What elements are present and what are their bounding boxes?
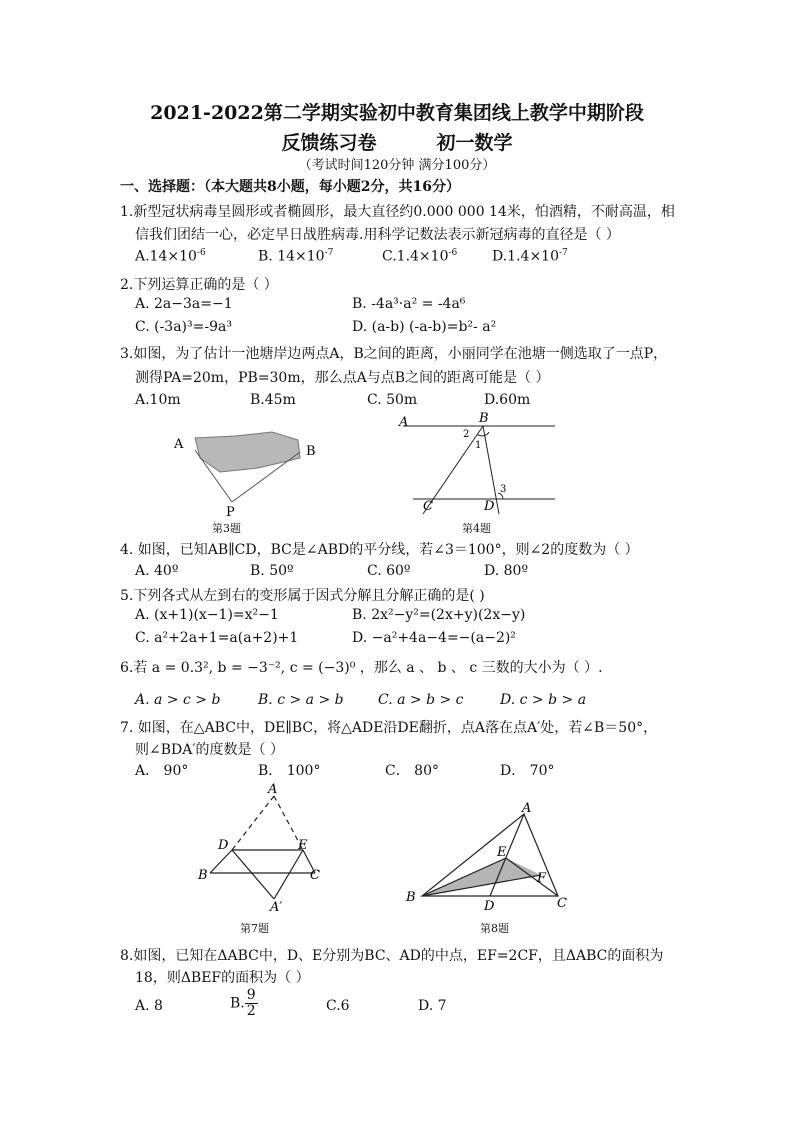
figure-3-caption: 第3题 [212,522,241,535]
label-b: B [198,868,208,883]
label-angle-2: 2 [463,429,470,440]
q4-option-b: B. 50º [250,563,294,579]
q7-option-d: D． 70° [500,763,555,779]
fraction-denominator: 2 [246,1003,256,1019]
q3-option-a: A.10m [135,392,181,408]
q7-option-a: A． 90° [135,763,189,779]
q6-stem: 6.若 a = 0.3², b = −3⁻², c = (−3)⁰ ，那么 a 、 b 、 c 三数的大小为（ ）. [120,660,603,676]
q3-option-c: C. 50m [367,392,418,408]
label-c: C [423,499,433,514]
q2-option-b: B. -4a³·a² = -4a⁶ [352,296,466,312]
q3-stem-line2: 测得PA=20m，PB=30m，那么点A与点B之间的距离可能是（ ） [135,370,550,386]
label-e: E [298,838,308,853]
q1-option-c: $C.1.4\times 10^{-6}$ [382,248,458,265]
segment-db [210,850,232,873]
triangle-bef-shaded [422,858,541,896]
q3-option-d: D.60m [484,392,531,408]
label-angle-1: 1 [475,440,482,451]
exam-title-line2 [0,128,794,155]
q5-stem: 5.下列各式从左到右的变形属于因式分解且分解正确的是( ) [120,588,485,604]
label-e: E [497,845,507,860]
q1-option-b: B. $14\times 10^{-7}$ [258,248,334,265]
label-a: A [399,415,409,430]
label-a: A [174,437,184,452]
label-p: P [226,505,235,520]
exam-subtitle: （考试时间120分钟 满分100分） [298,158,496,173]
q8-stem-line2: 18，则ΔBEF的面积为（ ） [135,970,310,986]
exam-title-line1: 2021-2022第二学期实验初中教育集团线上教学中期阶段 [150,102,644,124]
label-b: B [306,444,316,459]
fraction-numerator: 9 [246,987,256,1003]
q7-option-c: C． 80° [385,763,439,779]
q8-option-a: A. 8 [135,998,163,1014]
figure-4-caption: 第4题 [462,522,491,535]
q4-option-c: C. 60º [367,563,411,579]
pond-shape [195,432,300,472]
figure-7-triangle-fold [190,782,330,912]
q2-option-a: A. 2a−3a=−1 [135,296,233,312]
q8-option-b [230,988,258,1019]
q5-option-b: B. 2x²−y²=(2x+y)(2x−y) [352,607,526,623]
q5-option-d: D. −a²+4a−4=−(a−2)² [352,630,516,646]
q8-stem-line1: 8.如图，已知在ΔABC中，D、E分别为BC、AD的中点，EF=2CF，且ΔABC的面积为 [120,948,664,964]
dashed-ad [232,796,274,850]
label-c: C [310,868,320,883]
label-d: D [484,899,495,914]
label-f: F [537,871,547,886]
q8-option-d: D. 7 [418,998,447,1014]
label-a: A [522,801,532,816]
q1-stem-line2: 信我们团结一心，必定早日战胜病毒.用科学记数法表示新冠病毒的直径是（ ） [135,227,620,243]
exam-title-right: 初一数学 [436,132,513,154]
q5-option-a: A. (x+1)(x−1)=x²−1 [135,607,279,623]
q7-stem-line1: 7. 如图，在△ABC中，DE∥BC，将△ADE沿DE翻折，点A落在点A′处，若∠B＝50°， [120,720,658,736]
q2-option-c: C. (-3a)³=-9a³ [135,319,232,335]
figure-4-parallel-lines [395,410,565,520]
q6-option-d: D. c > b > a [500,692,587,708]
q6-option-c: C. a > b > c [378,692,464,708]
q2-stem: 2.下列运算正确的是（ ） [120,277,278,293]
label-d: D [218,838,229,853]
q1-option-d: $D.1.4\times 10^{-7}$ [492,248,568,265]
label-b: B [406,890,416,905]
q6-option-b: B. c > a > b [258,692,344,708]
q6-option-a: A. a > c > b [135,692,221,708]
label-a: A [268,782,278,797]
q8-option-b-prefix: B. [230,995,245,1012]
figure-8-caption: 第8题 [480,922,509,935]
label-b: B [479,411,489,426]
segment-ea2 [274,850,303,899]
label-d: D [484,499,495,514]
q2-option-d: D. (a-b) (-a-b)=b²- a² [352,319,497,335]
q8-option-c: C.6 [326,998,350,1014]
exam-title-left: 反馈练习卷 [281,132,377,154]
q7-option-b: B． 100° [258,763,321,779]
q4-option-a: A. 40º [135,563,179,579]
label-c: C [557,896,567,911]
q8-option-b-fraction [245,988,258,1019]
label-a-prime: A′ [270,900,283,912]
figure-7-caption: 第7题 [240,922,269,935]
q3-stem-line1: 3.如图，为了估计一池塘岸边两点A，B之间的距离，小丽同学在池塘一侧选取了一点P， [120,346,668,362]
figure-3-pond [160,420,330,520]
q1-option-a: $A.14\times 10^{-6}$ [135,248,206,265]
label-angle-3: 3 [500,484,507,495]
segment-da2 [232,850,274,899]
q5-option-c: C. a²+2a+1=a(a+2)+1 [135,630,299,646]
figure-8-triangle-area [400,800,575,915]
q7-stem-line2: 则∠BDA′的度数是（ ） [135,742,284,758]
q4-stem: 4. 如图，已知AB∥CD，BC是∠ABD的平分线，若∠3＝100°，则∠2的度数为（ ） [120,542,639,558]
q3-option-b: B.45m [250,392,296,408]
q4-option-d: D. 80º [484,563,529,579]
q1-stem-line1: 1.新型冠状病毒呈圆形或者椭圆形，最大直径约0.000 000 14米，怕酒精，不耐高温，相 [120,204,675,220]
section-heading: 一、选择题：（本大题共8小题，每小题2分，共16分） [120,179,460,195]
